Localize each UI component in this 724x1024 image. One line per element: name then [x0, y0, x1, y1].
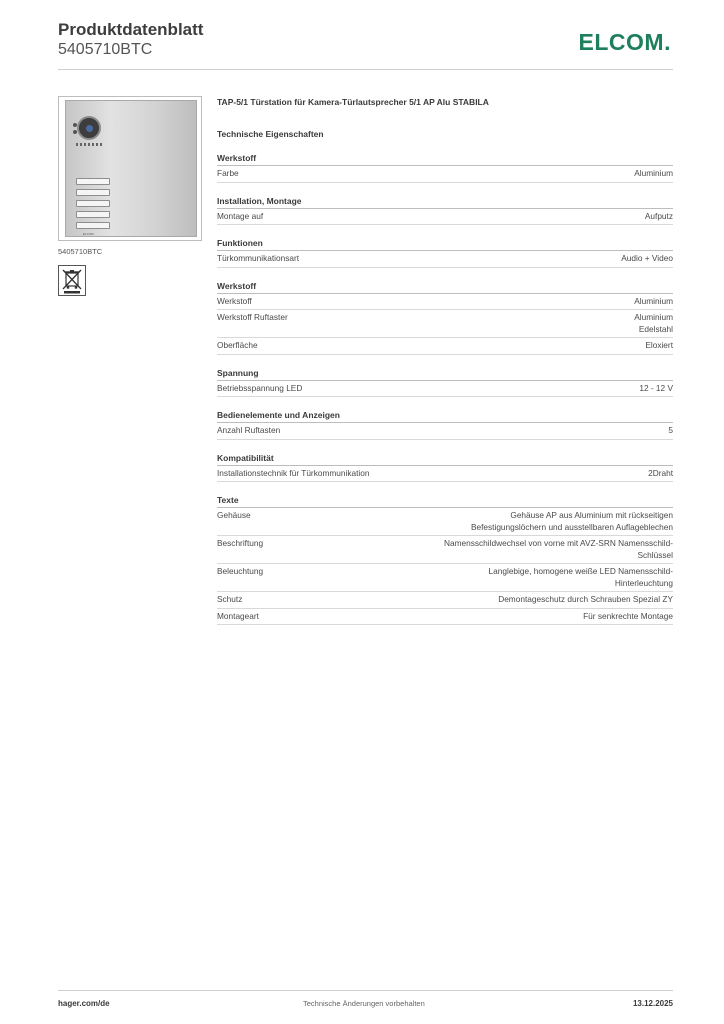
property-label: Betriebsspannung LED: [217, 382, 303, 393]
property-section: [217, 494, 673, 625]
property-section: [217, 237, 673, 268]
device-brand-label: ELCOM: [83, 232, 94, 236]
section-title: Texte: [217, 494, 673, 508]
property-row: [217, 294, 673, 311]
property-value: Demontageschutz durch Schrauben Spezial ZY: [498, 594, 673, 604]
camera-lens: [86, 125, 93, 132]
weee-crossed-bin-icon: [58, 265, 86, 296]
call-button-illustration: [76, 189, 110, 196]
specification-column: [217, 96, 673, 625]
property-row: [217, 466, 673, 483]
property-value: Audio + Video: [621, 253, 673, 263]
call-button-illustration: [76, 222, 110, 229]
property-label: Oberfläche: [217, 340, 258, 350]
property-label: Anzahl Ruftasten: [217, 425, 281, 435]
property-row: [217, 251, 673, 268]
page-footer: [58, 990, 673, 1014]
property-value: Aluminium: [634, 295, 673, 306]
property-row: [217, 609, 673, 626]
property-row: [217, 536, 673, 564]
speaker-grille-icon: [76, 143, 102, 146]
property-section: [217, 280, 673, 355]
property-value: Langlebige, homogene weiße LED Namensschild- Hinterleuchtung: [488, 566, 673, 588]
property-value: Aluminium Edelstahl: [634, 312, 673, 334]
brand-logo: ELCOM.: [578, 29, 671, 55]
property-value: Gehäuse AP aus Aluminium mit rückseitigen Befestigungslöchern und ausstellbaren Auflageblechen: [470, 510, 673, 532]
call-button-illustration: [76, 211, 110, 218]
property-row: [217, 338, 673, 355]
property-value: 2Draht: [648, 467, 673, 478]
call-button-illustration: [76, 178, 110, 185]
section-title: Kompatibilität: [217, 452, 673, 466]
document-title: Produktdatenblatt: [58, 20, 204, 39]
section-title: Bedienelemente und Anzeigen: [217, 409, 673, 423]
property-label: Schutz: [217, 594, 243, 604]
property-label: Beschriftung: [217, 538, 264, 548]
property-section: [217, 195, 673, 226]
call-button-illustration: [76, 200, 110, 207]
property-value: 12 - 12 V: [639, 382, 673, 393]
property-value: Aluminium: [634, 168, 673, 178]
property-row: [217, 310, 673, 338]
property-row: [217, 564, 673, 592]
weee-bin-svg: [59, 266, 85, 295]
property-label: Türkommunikationsart: [217, 253, 300, 263]
section-title: Installation, Montage: [217, 195, 673, 209]
section-title: Werkstoff: [217, 280, 673, 294]
property-label: Installationstechnik für Türkommunikation: [217, 467, 370, 478]
image-caption: 5405710BTC: [58, 247, 103, 256]
property-label: Beleuchtung: [217, 566, 264, 576]
footer-date: 13.12.2025: [632, 999, 673, 1008]
product-image: [58, 96, 202, 241]
property-row: [217, 592, 673, 609]
footer-notice: Technische Änderungen vorbehalten: [303, 999, 425, 1008]
property-label: Montage auf: [217, 210, 264, 221]
footer-website: hager.com/de: [58, 999, 110, 1008]
section-title: Werkstoff: [217, 152, 673, 166]
property-label: Werkstoff: [217, 295, 252, 306]
property-section: [217, 452, 673, 483]
property-row: [217, 508, 673, 536]
property-row: [217, 166, 673, 183]
page-header: [58, 20, 673, 70]
property-sections: [217, 152, 673, 625]
property-label: Farbe: [217, 168, 239, 178]
property-section: [217, 409, 673, 440]
property-row: [217, 423, 673, 440]
property-value: Eloxiert: [645, 340, 673, 350]
document-number: 5405710BTC: [58, 41, 153, 58]
product-name: TAP-5/1 Türstation für Kamera-Türlautsprecher 5/1 AP Alu STABILA: [217, 97, 489, 107]
door-station-illustration: [65, 100, 197, 237]
property-section: [217, 367, 673, 398]
property-row: [217, 381, 673, 398]
section-title: Spannung: [217, 367, 673, 381]
camera-icon: [77, 116, 101, 140]
product-image-column: [58, 96, 203, 296]
properties-heading: Technische Eigenschaften: [217, 129, 324, 139]
property-label: Montageart: [217, 610, 259, 621]
property-value: 5: [668, 425, 673, 435]
property-value: Aufputz: [644, 210, 673, 221]
property-row: [217, 209, 673, 226]
section-title: Funktionen: [217, 237, 673, 251]
property-section: [217, 152, 673, 183]
property-value: Namensschildwechsel von vorne mit AVZ-SRN Namensschild- Schlüssel: [443, 538, 673, 560]
property-label: Werkstoff Ruftaster: [217, 312, 288, 322]
property-label: Gehäuse: [217, 510, 251, 520]
property-value: Für senkrechte Montage: [583, 610, 673, 621]
